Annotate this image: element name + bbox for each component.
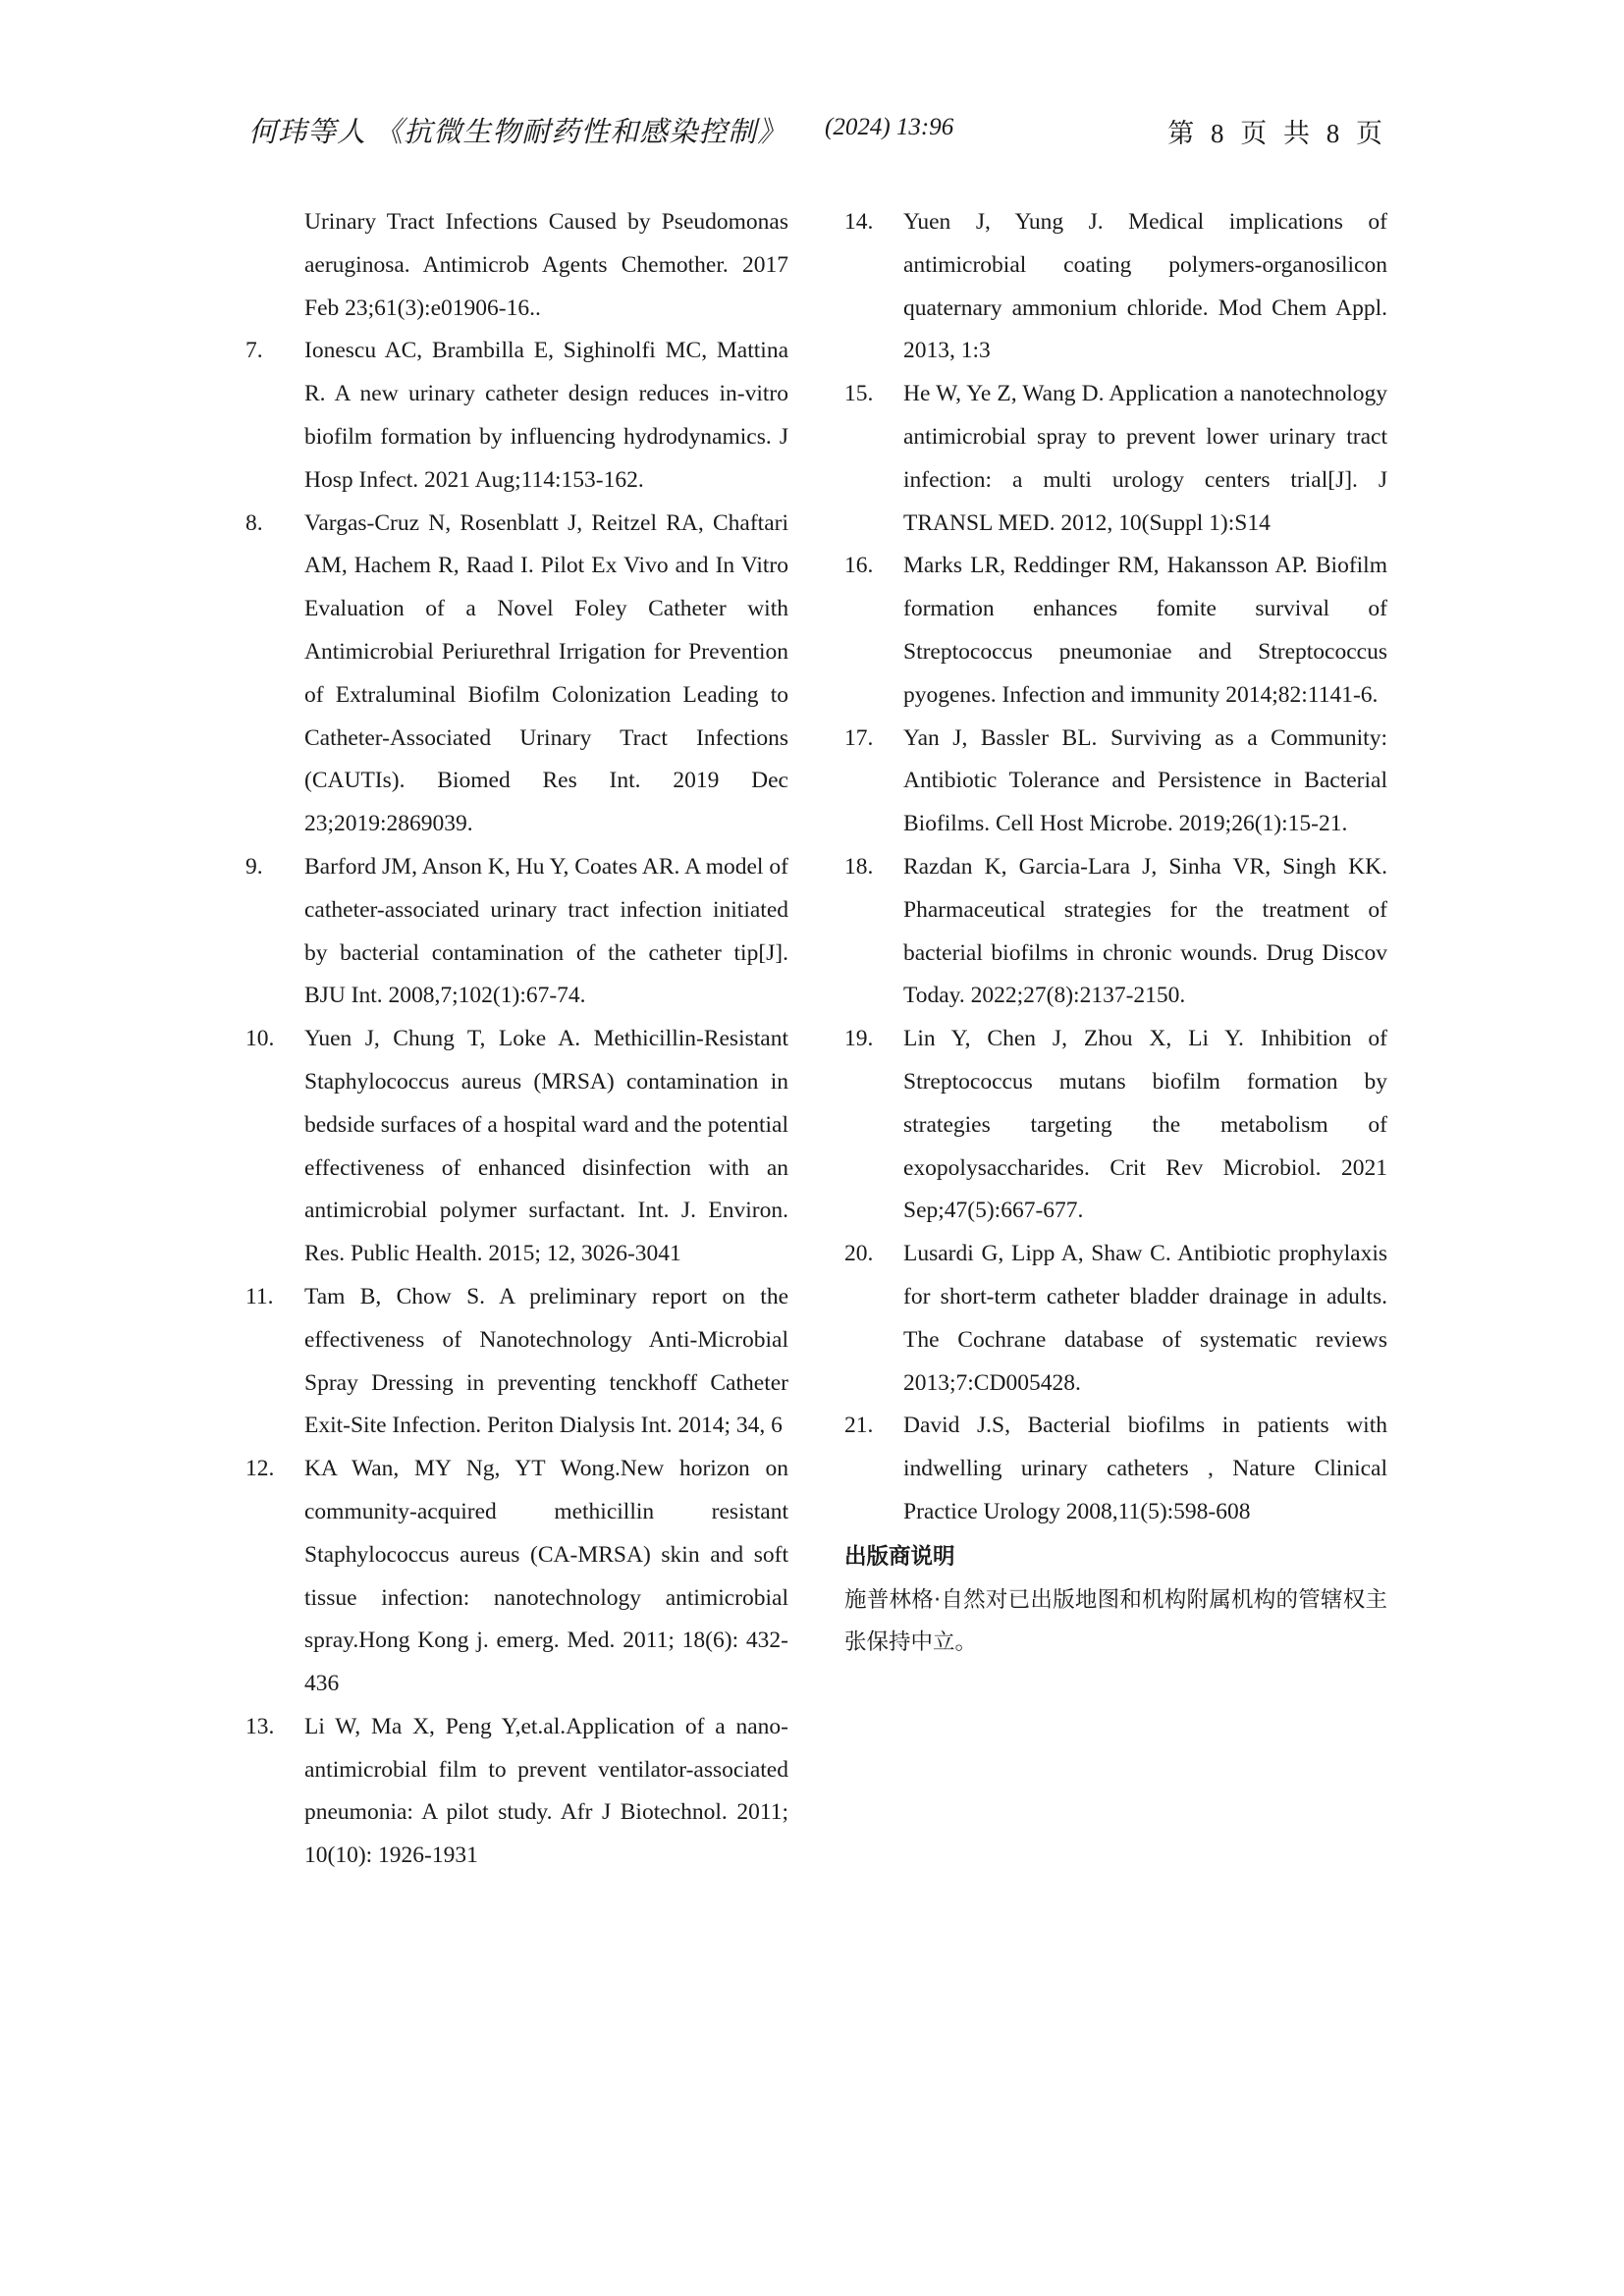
reference-item — [245, 1706, 788, 1878]
reference-text: Razdan K, Garcia-Lara J, Sinha VR, Singh KK. Pharmaceutical strategies for the treatment of bacterial biofilms in chronic wounds. Drug Discov Today. 2022;27(8):2137-2150. — [903, 853, 1387, 1009]
page-header — [248, 110, 1387, 165]
reference-text: Urinary Tract Infections Caused by Pseudomonas aeruginosa. Antimicrob Agents Chemother. 2017 Feb 23;61(3):e01906-16.. — [304, 209, 788, 321]
publisher-note-heading: 出版商说明 — [844, 1543, 955, 1570]
reference-text: KA Wan, MY Ng, YT Wong.New horizon on community-acquired methicillin resistant Staphylococcus aureus (CA-MRSA) skin and soft tissue infection: nanotechnology antimicrobial spray.Hong Kong j. emerg. Med. 2011; 18(6): 432-436 — [304, 1456, 788, 1697]
reference-item — [844, 1405, 1387, 1533]
reference-item — [844, 201, 1387, 373]
reference-text: Yan J, Bassler BL. Surviving as a Community: Antibiotic Tolerance and Persistence in Bacterial Biofilms. Cell Host Microbe. 2019;26(1):15-21. — [903, 724, 1387, 837]
reference-number: 13. — [245, 1713, 275, 1739]
reference-text: Yuen J, Yung J. Medical implications of antimicrobial coating polymers-organosilicon quaternary ammonium chloride. Mod Chem Appl. 2013, 1:3 — [903, 209, 1387, 364]
reference-text: Marks LR, Reddinger RM, Hakansson AP. Biofilm formation enhances fomite survival of Streptococcus pneumoniae and Streptococcus pyogenes. Infection and immunity 2014;82:1141-6. — [903, 553, 1387, 708]
reference-text: Barford JM, Anson K, Hu Y, Coates AR. A model of catheter-associated urinary tract infection initiated by bacterial contamination of the catheter tip[J]. BJU Int. 2008,7;102(1):67-74. — [304, 853, 788, 1009]
reference-item — [245, 503, 788, 846]
reference-item — [844, 1233, 1387, 1405]
reference-text: Vargas-Cruz N, Rosenblatt J, Reitzel RA, Chaftari AM, Hachem R, Raad I. Pilot Ex Vivo and In Vitro Evaluation of a Novel Foley Catheter with Antimicrobial Periurethral Irrigation for Prevention of Extraluminal Biofilm Colonization Leading to Catheter-Associated Urinary Tract Infections (CAUTIs). Biomed Res Int. 2019 Dec 23;2019:2869039. — [304, 509, 788, 837]
reference-number: 14. — [844, 209, 874, 235]
reference-number: 11. — [245, 1283, 274, 1309]
reference-item — [844, 373, 1387, 545]
reference-item — [245, 1276, 788, 1448]
reference-number: 21. — [844, 1413, 874, 1439]
reference-number: 7. — [245, 338, 263, 364]
reference-number: 15. — [844, 381, 874, 407]
reference-number: 10. — [245, 1026, 275, 1052]
reference-text: Tam B, Chow S. A preliminary report on the effectiveness of Nanotechnology Anti-Microbial Spray Dressing in preventing tenckhoff Catheter Exit-Site Infection. Periton Dialysis Int. 2014; 34, 6 — [304, 1283, 788, 1439]
reference-number: 19. — [844, 1026, 874, 1052]
reference-item — [245, 1448, 788, 1706]
reference-number: 12. — [245, 1456, 275, 1482]
publisher-note-text: 施普林格·自然对已出版地图和机构附属机构的管辖权主张保持中立。 — [844, 1586, 1387, 1656]
page-number: 第 8 页 共 8 页 — [1167, 119, 1387, 148]
reference-text: David J.S, Bacterial biofilms in patients with indwelling urinary catheters , Nature Clinical Practice Urology 2008,11(5):598-608 — [903, 1413, 1387, 1524]
reference-text: Yuen J, Chung T, Loke A. Methicillin-Resistant Staphylococcus aureus (MRSA) contamination in bedside surfaces of a hospital ward and the potential effectiveness of enhanced disinfection with an antimicrobial polymer surfactant. Int. J. Environ. Res. Public Health. 2015; 12, 3026-3041 — [304, 1026, 788, 1267]
reference-item — [844, 1018, 1387, 1233]
reference-item — [844, 846, 1387, 1018]
reference-number: 20. — [844, 1241, 874, 1267]
reference-text: Lusardi G, Lipp A, Shaw C. Antibiotic prophylaxis for short-term catheter bladder drainage in adults. The Cochrane database of systematic reviews 2013;7:CD005428. — [903, 1241, 1387, 1396]
reference-item — [844, 545, 1387, 717]
reference-text: Li W, Ma X, Peng Y,et.al.Application of a nano-antimicrobial film to prevent ventilator-associated pneumonia: A pilot study. Afr J Biotechnol. 2011; 10(10): 1926-1931 — [304, 1713, 788, 1869]
references-column-right — [844, 201, 1387, 1665]
reference-number: 8. — [245, 509, 263, 536]
reference-text: Lin Y, Chen J, Zhou X, Li Y. Inhibition of Streptococcus mutans biofilm formation by strategies targeting the metabolism of exopolysaccharides. Crit Rev Microbiol. 2021 Sep;47(5):667-677. — [903, 1026, 1387, 1224]
reference-item — [245, 330, 788, 502]
references-column-left — [245, 201, 788, 1878]
reference-item — [245, 1018, 788, 1276]
reference-number: 17. — [844, 724, 874, 751]
reference-item — [245, 846, 788, 1018]
reference-text: He W, Ye Z, Wang D. Application a nanotechnology antimicrobial spray to prevent lower urinary tract infection: a multi urology centers trial[J]. J TRANSL MED. 2012, 10(Suppl 1):S14 — [903, 381, 1387, 536]
reference-number: 9. — [245, 853, 263, 880]
running-title: 何玮等人 《抗微生物耐药性和感染控制》 — [248, 117, 787, 148]
citation-info: (2024) 13:96 — [825, 114, 954, 140]
reference-item — [245, 201, 788, 330]
reference-number: 18. — [844, 853, 874, 880]
reference-text: Ionescu AC, Brambilla E, Sighinolfi MC, Mattina R. A new urinary catheter design reduces in-vitro biofilm formation by influencing hydrodynamics. J Hosp Infect. 2021 Aug;114:153-162. — [304, 338, 788, 493]
reference-item — [844, 718, 1387, 846]
reference-number: 16. — [844, 553, 874, 579]
